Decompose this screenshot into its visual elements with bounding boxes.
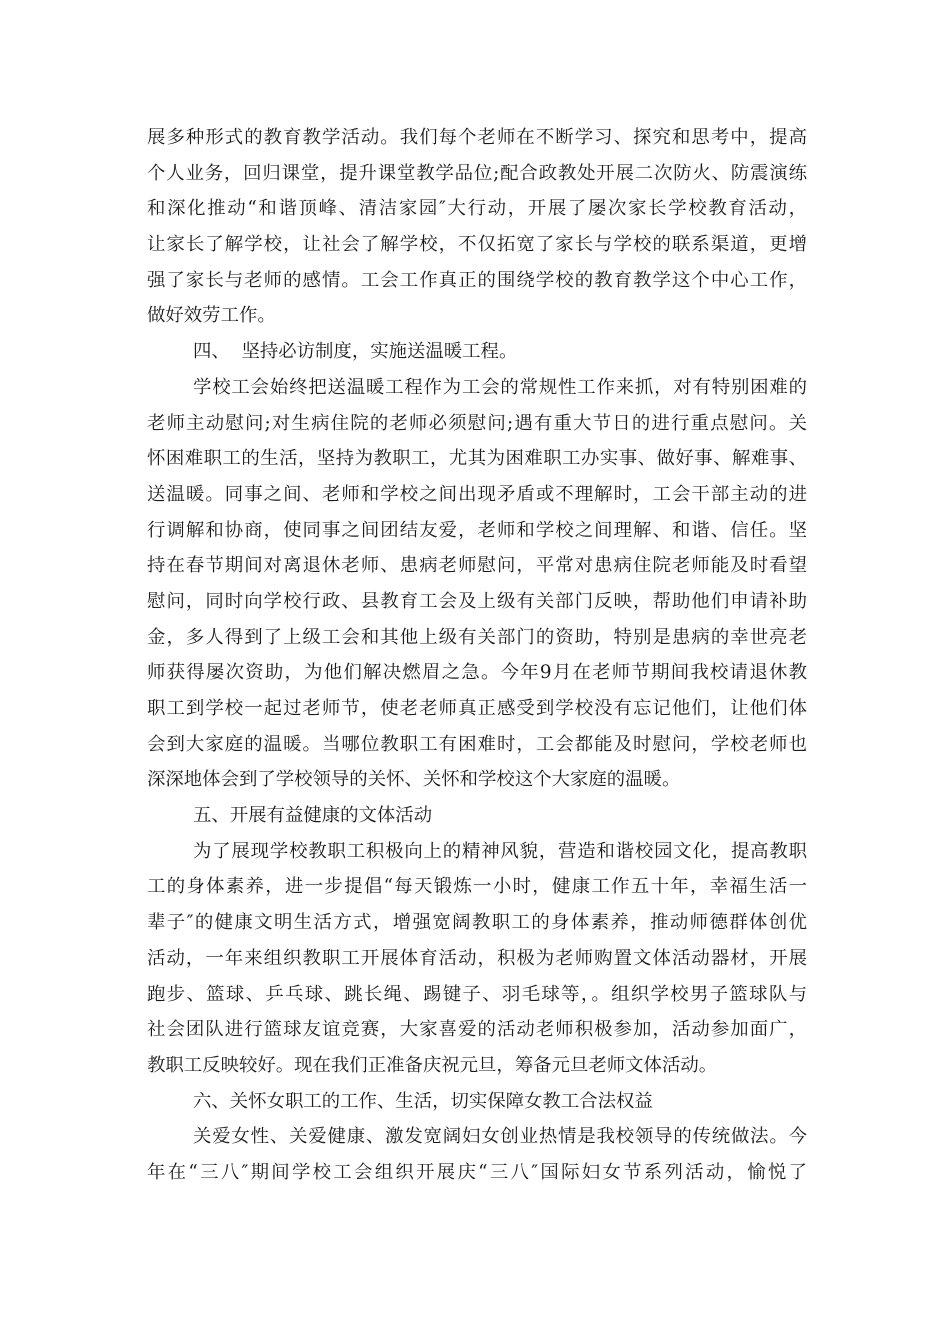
text-line: 辈子″的健康文明生活方式，增强宽阔教职工的身体素养，推动师德群体创优 <box>147 912 807 934</box>
text-line: 送温暖。同事之间、老师和学校之间出现矛盾或不理解时，工会干部主动的进 <box>147 483 807 505</box>
text-line: 强了家长与老师的感情。工会工作真正的围绕学校的教育教学这个中心工作， <box>147 269 807 291</box>
text-line: 老师主动慰问;对生病住院的老师必须慰问;遇有重大节日的进行重点慰问。关 <box>147 412 807 434</box>
text-line: 行调解和协商，使同事之间团结友爱，老师和学校之间理解、和谐、信任。坚 <box>147 519 807 541</box>
text-line: 深深地体会到了学校领导的关怀、关怀和学校这个大家庭的温暖。 <box>147 769 681 791</box>
text-line: 学校工会始终把送温暖工程作为工会的常规性工作来抓，对有特别困难的 <box>193 376 807 398</box>
text-line: 社会团队进行篮球友谊竞赛，大家喜爱的活动老师积极参加，活动参加面广， <box>147 1019 807 1041</box>
text-line: 个人业务，回归课堂，提升课堂教学品位;配合政教处开展二次防火、防震演练 <box>147 162 807 184</box>
text-line: 金，多人得到了上级工会和其他上级有关部门的资助，特别是患病的幸世亮老 <box>147 626 807 648</box>
document-body <box>147 120 807 1191</box>
text-line: 跑步、篮球、乒乓球、跳长绳、踢键子、羽毛球等，。组织学校男子篮球队与 <box>147 983 807 1005</box>
text-line: 师获得屡次资助，为他们解决燃眉之急。今年9月在老师节期间我校请退休教 <box>147 662 807 684</box>
text-line: 六、关怀女职工的工作、生活，切实保障女教工合法权益 <box>193 1090 653 1112</box>
text-line: 关爱女性、关爱健康、激发宽阔妇女创业热情是我校领导的传统做法。今 <box>193 1126 807 1148</box>
text-line: 做好效劳工作。 <box>147 305 276 327</box>
text-line: 展多种形式的教育教学活动。我们每个老师在不断学习、探究和思考中，提高 <box>147 127 807 148</box>
text-line: 年在“三八″期间学校工会组织开展庆“三八″国际妇女节系列活动，愉悦了 <box>147 1161 807 1183</box>
text-line: 怀困难职工的生活，坚持为教职工，尤其为困难职工办实事、做好事、解难事、 <box>147 448 807 470</box>
text-line: 慰问，同时向学校行政、县教育工会及上级有关部门反映，帮助他们申请补助 <box>147 590 807 612</box>
text-line: 教职工反映较好。现在我们正准备庆祝元旦，筹备元旦老师文体活动。 <box>147 1054 718 1076</box>
text-line: 四、 坚持必访制度，实施送温暖工程。 <box>193 341 518 363</box>
text-line: 和深化推动“和谐顶峰、清洁家园″大行动，开展了屡次家长学校教育活动， <box>147 198 807 220</box>
text-line: 活动，一年来组织教职工开展体育活动，积极为老师购置文体活动器材，开展 <box>147 947 807 969</box>
text-line: 五、开展有益健康的文体活动 <box>193 805 433 827</box>
text-line: 为了展现学校教职工积极向上的精神风貌，营造和谐校园文化，提高教职 <box>193 840 807 862</box>
text-line: 会到大家庭的温暖。当哪位教职工有困难时，工会都能及时慰问，学校老师也 <box>147 733 807 755</box>
text-line: 职工到学校一起过老师节，使老老师真正感受到学校没有忘记他们，让他们体 <box>147 698 807 719</box>
text-line: 让家长了解学校，让社会了解学校，不仅拓宽了家长与学校的联系渠道，更增 <box>147 234 807 256</box>
text-line: 持在春节期间对离退休老师、患病老师慰问，平常对患病住院老师能及时看望 <box>147 555 807 577</box>
text-line: 工的身体素养，进一步提倡“每天锻炼一小时，健康工作五十年，幸福生活一 <box>147 876 807 898</box>
